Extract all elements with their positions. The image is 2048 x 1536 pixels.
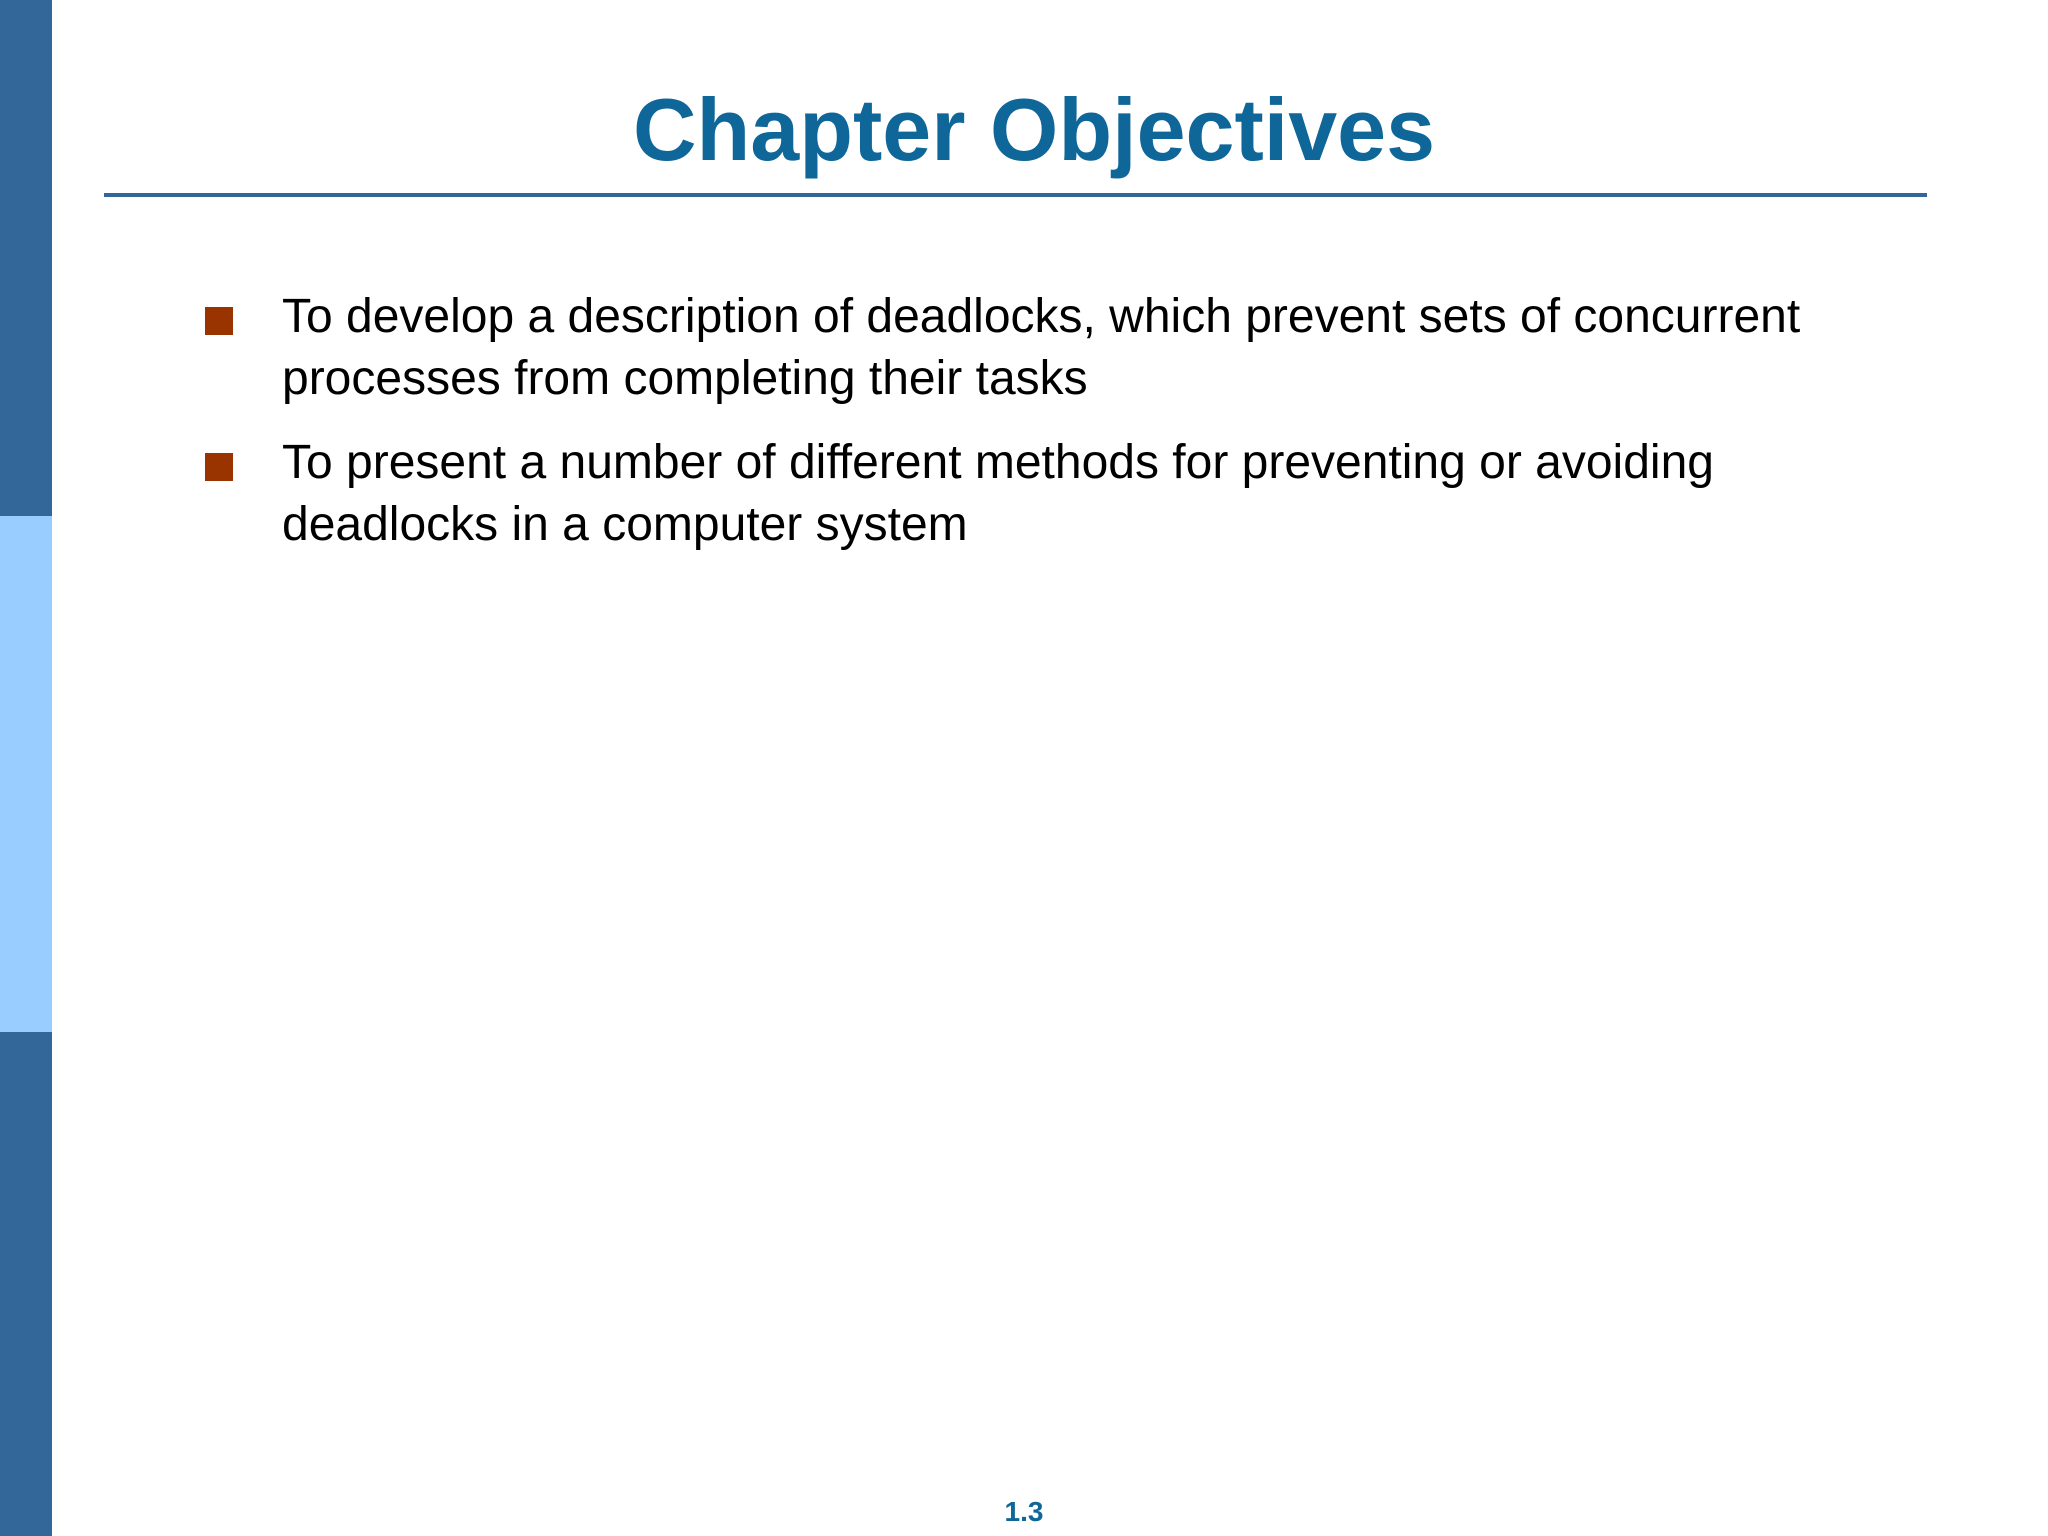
title-underline-rule bbox=[104, 193, 1927, 197]
list-item bbox=[205, 286, 1825, 410]
slide-title: Chapter Objectives bbox=[632, 80, 1436, 179]
list-item-text: To develop a description of deadlocks, which prevent sets of concurrent processes from completing their tasks bbox=[282, 290, 1801, 405]
sidebar-top-band bbox=[0, 0, 52, 516]
sidebar-bottom-band bbox=[0, 1032, 52, 1536]
sidebar-middle-band bbox=[0, 516, 52, 1032]
list-item-text: To present a number of different methods for preventing or avoiding deadlocks in a computer system bbox=[282, 436, 1714, 551]
page-number: 1.3 bbox=[1004, 1496, 1044, 1527]
square-bullet-icon bbox=[205, 453, 233, 481]
square-bullet-icon bbox=[205, 307, 233, 335]
list-item bbox=[205, 432, 1825, 556]
objectives-list bbox=[205, 286, 1825, 578]
